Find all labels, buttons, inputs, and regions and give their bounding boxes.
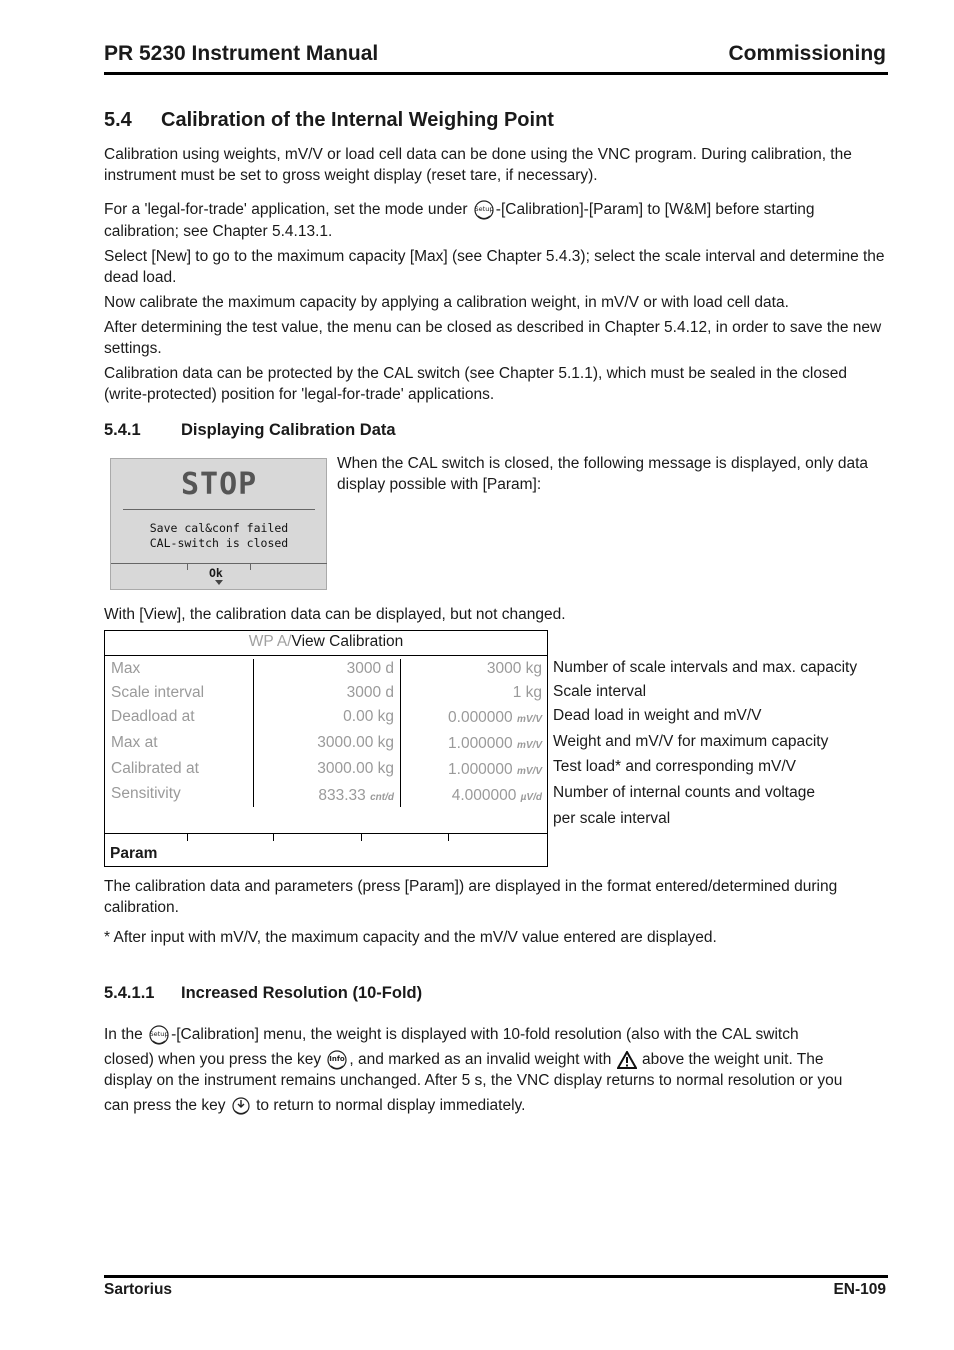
- row-label: Scale interval: [111, 684, 205, 701]
- table-title: WP A/View Calibration: [248, 633, 404, 650]
- row-label: Max: [111, 660, 141, 677]
- row-label: Calibrated at: [111, 760, 199, 777]
- view-description: With [View], the calibration data can be displayed, but not changed.: [104, 606, 566, 623]
- resolution-line: display on the instrument remains unchanged. After 5 s, the VNC display returns to normal resolution or you: [104, 1072, 843, 1089]
- softkey-bar-line: [111, 563, 327, 564]
- column-divider: [253, 659, 254, 807]
- para-intro: Calibration using weights, mV/V or load cell data can be done using the VNC program. During calibration, the instrument must be set to gross weight display (reset tare, if necessary).: [104, 146, 852, 184]
- para-cal-switch: Calibration data can be protected by the CAL switch (see Chapter 5.1.1), which must be sealed in the closed (write-protected) position for 'legal-for-trade' applications.: [104, 365, 847, 403]
- param-softkey[interactable]: Param: [110, 845, 158, 862]
- row-value: 0.000000 mV/V: [448, 709, 542, 726]
- stop-title: STOP: [181, 467, 258, 502]
- footer-rule: [104, 1275, 888, 1278]
- para-after-table: The calibration data and parameters (press [Param]) are displayed in the format entered/determined during calibration.: [104, 878, 838, 916]
- softkey-divider: [361, 833, 362, 841]
- stop-description: When the CAL switch is closed, the following message is displayed, only data display possible with [Param]:: [337, 455, 869, 493]
- row-label: Max at: [111, 734, 158, 751]
- row-value: 3000.00 kg: [317, 760, 394, 777]
- row-value: 3000 d: [346, 684, 394, 701]
- row-value: 1.000000 mV/V: [448, 761, 542, 778]
- row-value: 3000 d: [346, 660, 394, 677]
- page-number: EN-109: [833, 1281, 886, 1298]
- manual-title: PR 5230 Instrument Manual: [104, 42, 379, 65]
- table-divider: [105, 655, 547, 656]
- chevron-down-icon: [215, 580, 223, 585]
- para-resolution: In the Setup -[Calibration] menu, the weight is displayed with 10-fold resolution (also with the CAL switch closed) when you press the key Info , and marked as an invalid weight with above the weight unit. The display on the instrument remains unchanged. After 5 s, the VNC display returns to normal resolution or you can press the key to return to normal display immediately.: [104, 1022, 890, 1118]
- setup-key-icon: [148, 1024, 170, 1046]
- softkey-divider: [187, 833, 188, 841]
- stop-message-line1: Save cal&conf failed: [149, 521, 289, 535]
- enter-key-icon: [231, 1096, 251, 1116]
- description-sensitivity-cont: per scale interval: [553, 810, 671, 827]
- row-value: 4.000000 µV/d: [451, 787, 542, 804]
- row-label: Deadload at: [111, 708, 195, 725]
- ok-softkey[interactable]: Ok: [209, 566, 223, 580]
- footer-company: Sartorius: [104, 1281, 173, 1298]
- row-label: Sensitivity: [111, 785, 181, 802]
- section-heading: 5.4 Calibration of the Internal Weighing Point: [104, 109, 554, 131]
- para-save: After determining the test value, the menu can be closed as described in Chapter 5.4.12, in order to save the new settings.: [104, 319, 882, 357]
- subsection-heading-displaying: 5.4.1 Displaying Calibration Data: [104, 421, 396, 439]
- row-value: 3000.00 kg: [317, 734, 394, 751]
- description-deadload: Dead load in weight and mV/V: [553, 707, 762, 724]
- row-value: 0.00 kg: [343, 708, 394, 725]
- stop-message-line2: CAL-switch is closed: [149, 536, 289, 550]
- softkey-divider: [448, 833, 449, 841]
- stop-screen: [110, 458, 327, 590]
- footnote: * After input with mV/V, the maximum capacity and the mV/V value entered are displayed.: [104, 929, 717, 946]
- subsection-heading-resolution: 5.4.1.1 Increased Resolution (10-Fold): [104, 984, 423, 1002]
- description-scale-interval: Scale interval: [553, 683, 647, 700]
- para-legal: For a 'legal-for-trade' application, set the mode under Setup -[Calibration]-[Param] to [W&M] before starting calibration; see Chapter 5.4.13.1.: [104, 199, 890, 243]
- description-calibrated-at: Test load* and corresponding mV/V: [553, 758, 796, 775]
- para-select-new: Select [New] to go to the maximum capacity [Max] (see Chapter 5.4.3); select the scale interval and determine the dead load.: [104, 248, 885, 286]
- row-value: 1 kg: [512, 684, 542, 701]
- divider: [123, 509, 315, 510]
- row-value: 1.000000 mV/V: [448, 735, 542, 752]
- chapter-title: Commissioning: [728, 42, 886, 65]
- svg-text:Setup: Setup: [149, 1029, 169, 1038]
- description-sensitivity: Number of internal counts and voltage: [553, 784, 815, 801]
- softkey-divider: [273, 833, 274, 841]
- description-max-at: Weight and mV/V for maximum capacity: [553, 733, 829, 750]
- header-rule: [104, 72, 888, 75]
- setup-key-icon: [473, 199, 495, 221]
- svg-text:Setup: Setup: [474, 205, 494, 213]
- softkey-bar-line: [105, 833, 547, 834]
- row-value: 3000 kg: [486, 660, 542, 677]
- row-value: 833.33 cnt/d: [318, 787, 394, 804]
- softkey-divider: [187, 564, 188, 570]
- svg-text:Info: Info: [329, 1054, 346, 1063]
- para-calibrate-max: Now calibrate the maximum capacity by applying a calibration weight, in mV/V or with load cell data.: [104, 294, 789, 311]
- column-divider: [400, 659, 401, 807]
- view-calibration-table: [104, 630, 548, 867]
- description-max: Number of scale intervals and max. capacity: [553, 659, 858, 676]
- warning-triangle-icon: [617, 1051, 637, 1069]
- softkey-divider: [250, 564, 251, 570]
